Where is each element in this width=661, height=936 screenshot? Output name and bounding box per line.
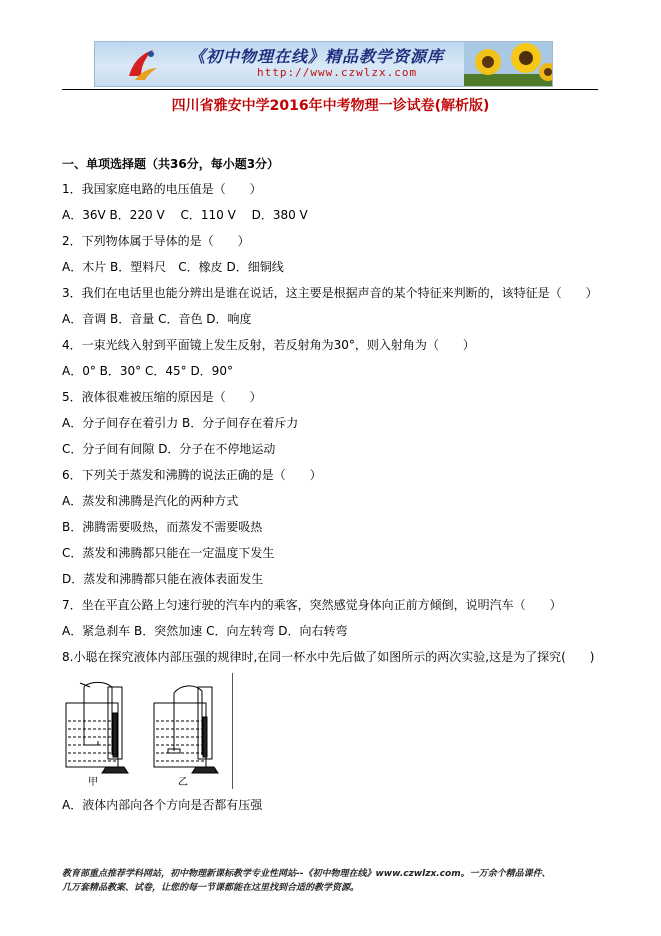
- options-line: A．音调 B．音量 C．音色 D．响度: [62, 312, 252, 326]
- options-line: A．分子间存在着引力 B．分子间存在着斥力: [62, 416, 299, 430]
- pressure-experiment-figure: [62, 673, 233, 789]
- options-line: A．36V B．220 V C．110 V D．380 V: [62, 208, 308, 222]
- options-line: D．蒸发和沸腾都只能在液体表面发生: [62, 572, 264, 586]
- section-heading: 一、单项选择题（共36分，每小题3分）: [62, 157, 280, 171]
- site-logo-icon: [125, 46, 159, 82]
- sunflower-image: [464, 42, 552, 87]
- options-line: A．蒸发和沸腾是汽化的两种方式: [62, 494, 239, 508]
- options-line: A．木片 B．塑料尺 C．橡皮 D．细铜线: [62, 260, 284, 274]
- header-banner: [94, 41, 553, 87]
- question-line: 2．下列物体属于导体的是（ ）: [62, 234, 250, 248]
- footer-line: 几万套精品教案、试卷，让您的每一节课都能在这里找到合适的教学资源。: [62, 883, 360, 893]
- question-line: 4．一束光线入射到平面镜上发生反射，若反射角为30°，则入射角为（ ）: [62, 338, 475, 352]
- options-line: A．液体内部向各个方向是否都有压强: [62, 798, 263, 812]
- options-line: C．蒸发和沸腾都只能在一定温度下发生: [62, 546, 275, 560]
- options-line: A．紧急刹车 B．突然加速 C．向左转弯 D．向右转弯: [62, 624, 348, 638]
- question-line: 3．我们在电话里也能分辨出是谁在说话，这主要是根据声音的某个特征来判断的，该特征是（ ）: [62, 286, 598, 300]
- page-footer: [62, 867, 602, 895]
- footer-line: 教育部重点推荐学科网站，初中物理新课标教学专业性网站--《初中物理在线》www.czwlzx.com。一万余个精品课件、: [62, 869, 551, 879]
- experiment-diagram: [62, 673, 232, 789]
- figure-label-right: 乙: [178, 777, 188, 788]
- question-line: 1．我国家庭电路的电压值是（ ）: [62, 182, 262, 196]
- options-line: B．沸腾需要吸热，而蒸发不需要吸热: [62, 520, 263, 534]
- options-line: C．分子间有间隙 D．分子在不停地运动: [62, 442, 276, 456]
- figure-label-left: 甲: [88, 777, 98, 788]
- header-rule: [62, 89, 598, 90]
- question-line: 7．坐在平直公路上匀速行驶的汽车内的乘客，突然感觉身体向正前方倾倒，说明汽车（ ）: [62, 598, 562, 612]
- document-title: 四川省雅安中学2016年中考物理一诊试卷(解析版): [171, 98, 490, 114]
- options-line: A．0° B．30° C．45° D．90°: [62, 364, 233, 378]
- question-line: 5．液体很难被压缩的原因是（ ）: [62, 390, 262, 404]
- question-line: 8.小聪在探究液体内部压强的规律时,在同一杯水中先后做了如图所示的两次实验,这是为了探究( ): [62, 650, 595, 664]
- question-line: 6．下列关于蒸发和沸腾的说法正确的是（ ）: [62, 468, 322, 482]
- banner-url[interactable]: http://www.czwlzx.com: [257, 66, 418, 79]
- banner-title: 《初中物理在线》精品教学资源库: [189, 47, 445, 66]
